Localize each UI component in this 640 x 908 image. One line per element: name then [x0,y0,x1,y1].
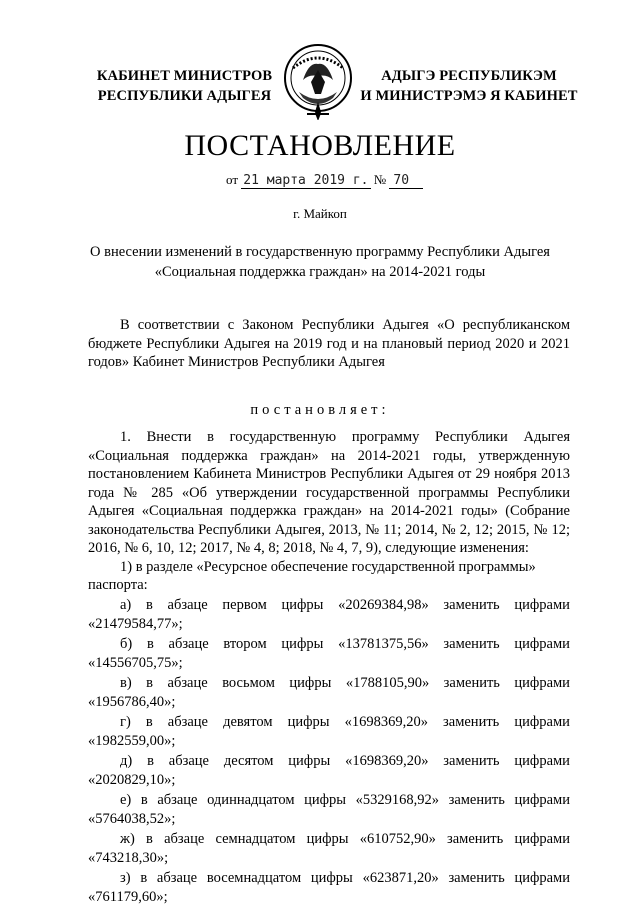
amendment-item-word: абзаце [156,870,198,886]
amendment-item-word: «610752,90» [359,831,436,847]
amendment-item-word: восьмом [222,675,275,691]
amendment-item-word: восемнадцатом [206,870,302,886]
amendment-item-new-value: «743218,30»; [88,849,169,866]
svg-text:V: V [315,114,321,122]
amendment-item [88,596,570,633]
amendment-item-word: абзаце [164,831,205,847]
amendment-item-word: заменить [443,597,500,613]
amendment-item-new-value: «1956786,40»; [88,693,176,710]
amendment-item [88,674,570,711]
amendment-item-new-value: «21479584,77»; [88,615,183,632]
amendment-item [88,713,570,750]
amendment-item-word: заменить [443,675,500,691]
subject-line2: «Социальная поддержка граждан» на 2014-2021 годы [154,264,486,280]
amendment-item-line1 [88,791,570,810]
amendment-item-word: заменить [448,870,505,886]
amendment-item [88,869,570,906]
amendment-item-word: «20269384,98» [338,597,429,613]
amendment-item-word: абзаце [168,753,209,769]
amendment-item-line1 [88,713,570,732]
amendment-item-word: абзаце [157,792,198,808]
amendment-item-word: «623871,20» [362,870,439,886]
amendment-item-new-value: «761179,60»; [88,888,168,905]
amendment-item-word: в [147,753,154,769]
issuer-name-adyghe-line2: И МИНИСТРЭМЭ Я КАБИНЕТ [360,88,578,104]
amendment-item [88,830,570,867]
amendment-item-word: цифрами [514,753,570,769]
amendment-item-word: в [145,597,153,613]
preamble-paragraph: В соответствии с Законом Республики Адыгея «О республиканском бюджете Республики Адыгея на 2019 год и на плановый период 2020 и 2021 годов» Кабинет Министров Республики Адыгея [88,317,570,370]
amendment-item-new-value: «5764038,52»; [88,810,176,827]
amendment-item-word: в [140,792,148,808]
amendment-item-word: цифры [281,636,324,652]
amendment-item-line1 [88,596,570,615]
amendment-item-word: цифрами [514,831,570,847]
amendment-item-word: абзаце [167,675,208,691]
document-title: ПОСТАНОВЛЕНИЕ [184,129,456,162]
section-1-heading-cont: паспорта: [88,577,148,593]
amendment-item-word: девятом [223,714,273,730]
amendment-item-word: цифрами [514,597,570,613]
amendment-item-word: цифры [304,792,347,808]
amendment-item-word: цифрами [514,636,570,652]
amendment-item [88,752,570,789]
amendment-item-word: цифры [287,714,330,730]
main-paragraph: 1. Внести в государственную программу Республики Адыгея «Социальная поддержка граждан» на 2014-2021 годы, утвержденную постановлением Кабинета Министров Республики Адыгея от 29 ноября 2013 года № 285 «Об утверждении государственной программы Республики Адыгея «Социальная поддержка граждан» на 2014-2021 годы» (Собрание законодательства Республики Адыгея, 2013, № 11; 2014, № 2, 12; 2015, № 12; 2016, № 6, 10, 12; 2017, № 4, 8; 2018, № 4, 7, 9), следующие изменения: [88,429,570,556]
issuer-name-adyghe-line1: АДЫГЭ РЕСПУБЛИКЭМ [381,68,557,84]
amendment-item-label: з) [120,870,131,886]
amendment-item-word: в [146,675,154,691]
amendment-item-word: в [140,870,148,886]
decree-word: постановляет: [250,402,390,418]
amendment-item-word: заменить [447,831,504,847]
amendment-item-word: цифры [310,870,353,886]
amendment-item-word: цифрами [514,870,570,886]
amendment-item-line1 [88,752,570,771]
amendment-item-label: а) [120,597,132,613]
amendment-item-word: «1788105,90» [345,675,430,691]
issuer-name-line1: КАБИНЕТ МИНИСТРОВ [96,68,273,84]
amendment-item-word: заменить [443,714,500,730]
issuer-name-line2: РЕСПУБЛИКИ АДЫГЕЯ [97,88,272,104]
amendment-item-word: цифрами [514,714,570,730]
amendment-item-new-value: «2020829,10»; [88,771,176,788]
amendment-item [88,635,570,672]
amendment-item-word: абзаце [167,714,208,730]
section-1-heading: 1) в разделе «Ресурсное обеспечение государственной программы» [120,558,536,575]
amendment-item-line1 [88,635,570,654]
amendment-item-label: в) [120,675,132,691]
amendment-item-word: цифрами [514,792,570,808]
amendment-item [88,791,570,828]
amendment-item-line1 [88,830,570,849]
amendment-item-new-value: «14556705,75»; [88,654,183,671]
document-date: 21 марта 2019 г. [243,173,369,188]
amendment-item-word: абзаце [168,636,209,652]
amendment-item-word: десятом [223,753,274,769]
amendment-item-word: семнадцатом [215,831,296,847]
amendment-item-label: е) [120,792,132,808]
amendment-item-word: заменить [443,753,500,769]
amendment-item-word: заменить [448,792,505,808]
amendment-item-word: в [146,636,154,652]
amendment-item-new-value: «1982559,00»; [88,732,176,749]
date-from-label: от [226,172,239,187]
amendment-item-label: д) [120,753,133,769]
republic-coat-of-arms-icon [281,40,355,124]
main-paragraph-block [88,428,570,595]
date-number-line [226,172,423,188]
issuer-name-russian [92,66,277,106]
amendment-item-word: «1698369,20» [345,753,429,769]
preamble-block [88,316,570,372]
amendment-item-word: цифры [288,753,331,769]
amendment-item-word: «1698369,20» [344,714,428,730]
amendment-item-word: заменить [443,636,500,652]
amendment-item-label: ж) [120,831,135,847]
amendment-item-line1 [88,869,570,888]
amendment-item-word: первом [222,597,267,613]
amendment-item-word: «13781375,56» [338,636,429,652]
amendment-item-word: цифры [306,831,349,847]
amendment-item-line1 [88,674,570,693]
city-line: г. Майкоп [293,206,347,221]
amendment-item-word: одиннадцатом [207,792,295,808]
subject-line1: О внесении изменений в государственную программу Республики Адыгея [90,244,550,260]
amendment-item-label: г) [120,714,131,730]
amendment-items-list [88,596,570,908]
document-subject [70,242,570,282]
amendment-item-word: цифры [289,675,332,691]
amendment-item-word: цифрами [514,675,570,691]
amendment-item-word: «5329168,92» [355,792,439,808]
issuer-name-adyghe [355,66,583,106]
amendment-item-word: втором [223,636,267,652]
number-label: № [373,172,387,187]
amendment-item-word: абзаце [167,597,208,613]
amendment-item-word: цифры [281,597,324,613]
document-number: 70 [389,173,423,189]
amendment-item-word: в [146,831,153,847]
amendment-item-label: б) [120,636,133,652]
amendment-item-word: в [145,714,153,730]
